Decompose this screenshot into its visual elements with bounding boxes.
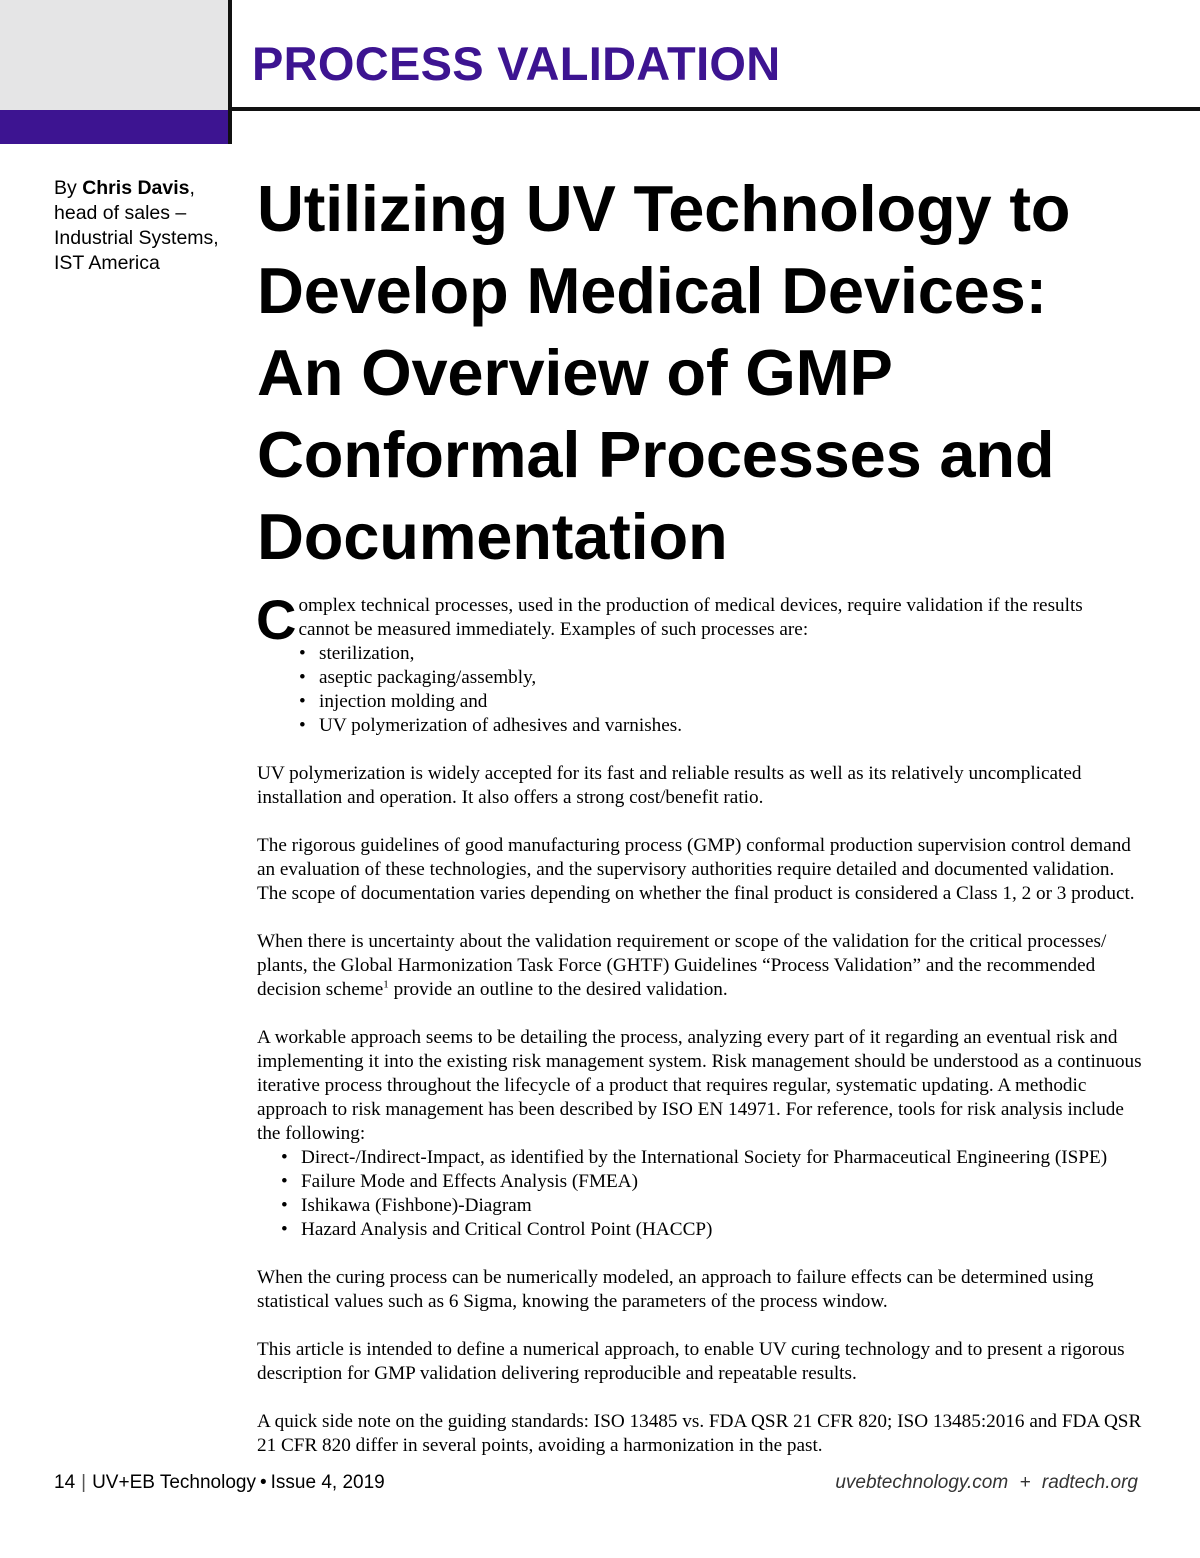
bullet-icon: • [299, 715, 306, 736]
list-item-text: Failure Mode and Effects Analysis (FMEA) [301, 1171, 638, 1192]
list-item [281, 1218, 1147, 1242]
bullet-icon: • [299, 667, 306, 688]
header-horizontal-rule [228, 107, 1200, 111]
bullet-icon: • [281, 1147, 288, 1168]
title-line: Develop Medical Devices: [257, 254, 1047, 327]
paragraph-uv-polymerization: UV polymerization is widely accepted for its fast and reliable results as well as its relatively uncomplicated installation and operation. It also offers a strong cost/benefit ratio. [257, 763, 1082, 808]
header-vertical-rule [228, 0, 232, 144]
footnote-ref: 1 [383, 978, 389, 991]
page-number: 14 [54, 1472, 76, 1493]
title-line: An Overview of GMP [257, 336, 893, 409]
list-item [299, 642, 1147, 666]
byline-author-line [54, 176, 234, 201]
intro-paragraph [256, 588, 1147, 651]
list-item [281, 1146, 1147, 1170]
publication-name: UV+EB Technology [92, 1472, 256, 1493]
website-link[interactable]: radtech.org [1041, 1472, 1138, 1493]
title-line: Documentation [257, 500, 728, 573]
list-item-text: UV polymerization of adhesives and varnishes. [319, 715, 683, 736]
intro-text-line-1: omplex technical processes, used in the production of medical devices, require validation if the results [298, 595, 1083, 616]
author-name: Chris Davis [82, 177, 190, 199]
list-item-text: injection molding and [319, 691, 488, 712]
list-item [299, 666, 1147, 690]
byline-prefix: By [54, 177, 83, 199]
list-item [281, 1170, 1147, 1194]
title-line: Utilizing UV Technology to [257, 172, 1071, 245]
bullet-icon: • [281, 1171, 288, 1192]
bullet-icon: • [281, 1195, 288, 1216]
list-item [281, 1194, 1147, 1218]
paragraph-article-intent: This article is intended to define a numerical approach, to enable UV curing technology and to present a rigorous description for GMP validation delivering reproducible and repeatable results. [257, 1339, 1125, 1384]
footer-right [835, 1472, 1138, 1494]
footer-left [54, 1472, 385, 1494]
list-item [299, 690, 1147, 714]
issue-info: Issue 4, 2019 [270, 1472, 385, 1493]
process-examples-list [257, 642, 1147, 738]
drop-cap: C [256, 588, 297, 651]
byline-company: IST America [54, 252, 160, 274]
bullet-icon: • [299, 691, 306, 712]
list-item-text: Hazard Analysis and Critical Control Point (HACCP) [301, 1219, 713, 1240]
footer-plus: + [1019, 1472, 1031, 1493]
list-item-text: sterilization, [319, 643, 415, 664]
byline-division: Industrial Systems, [54, 227, 219, 249]
footer-separator: | [81, 1472, 87, 1493]
list-item [299, 714, 1147, 738]
website-link[interactable]: uvebtechnology.com [835, 1472, 1009, 1493]
list-item-text: Direct-/Indirect-Impact, as identified by the International Society for Pharmaceutical Engineering (ISPE) [301, 1147, 1108, 1168]
byline [54, 176, 234, 276]
paragraph-ghtf-text: When there is uncertainty about the validation requirement or scope of the validation for the critical processes/ plants, the Global Harmonization Task Force (GHTF) Guidelines “Process Validation” and the recommended decision scheme [257, 931, 1107, 1000]
title-line: Conformal Processes and [257, 418, 1055, 491]
section-label: PROCESS VALIDATION [252, 37, 781, 90]
footer-bullet: • [259, 1472, 267, 1493]
intro-text-line-2: cannot be measured immediately. Examples of such processes are: [298, 619, 809, 640]
paragraph-risk-management: A workable approach seems to be detailing the process, analyzing every part of it regarding an eventual risk and implementing it into the existing risk management system. Risk management should be understood as a continuous iterative process throughout the lifecycle of a product that requires regular, systematic updating. A methodic approach to risk management has been described by ISO EN 14971. For reference, tools for risk analysis include the following: [257, 1027, 1142, 1144]
paragraph-standards-note: A quick side note on the guiding standards: ISO 13485 vs. FDA QSR 21 CFR 820; ISO 13485:2016 and FDA QSR 21 CFR 820 differ in several points, avoiding a harmonization in the past. [257, 1411, 1142, 1456]
header-accent-bar [0, 110, 232, 144]
header-corner-block [0, 0, 228, 110]
article-body [256, 588, 1147, 1458]
paragraph-six-sigma: When the curing process can be numerically modeled, an approach to failure effects can be determined using statistical values such as 6 Sigma, knowing the parameters of the process window. [257, 1267, 1094, 1312]
paragraph-ghtf-text-end: provide an outline to the desired validation. [388, 979, 728, 1000]
byline-role: head of sales – [54, 202, 187, 224]
bullet-icon: • [281, 1219, 288, 1240]
paragraph-gmp-guidelines: The rigorous guidelines of good manufacturing process (GMP) conformal production supervision control demand an evaluation of these technologies, and the supervisory authorities require detailed and documented validation. The scope of documentation varies depending on whether the final product is considered a Class 1, 2 or 3 product. [257, 835, 1135, 904]
list-item-text: aseptic packaging/assembly, [319, 667, 537, 688]
list-item-text: Ishikawa (Fishbone)-Diagram [301, 1195, 532, 1216]
byline-comma: , [189, 177, 195, 199]
risk-tools-list [257, 1146, 1147, 1242]
article-title [257, 168, 1157, 578]
bullet-icon: • [299, 643, 306, 664]
paragraph-ghtf [257, 930, 1147, 1002]
